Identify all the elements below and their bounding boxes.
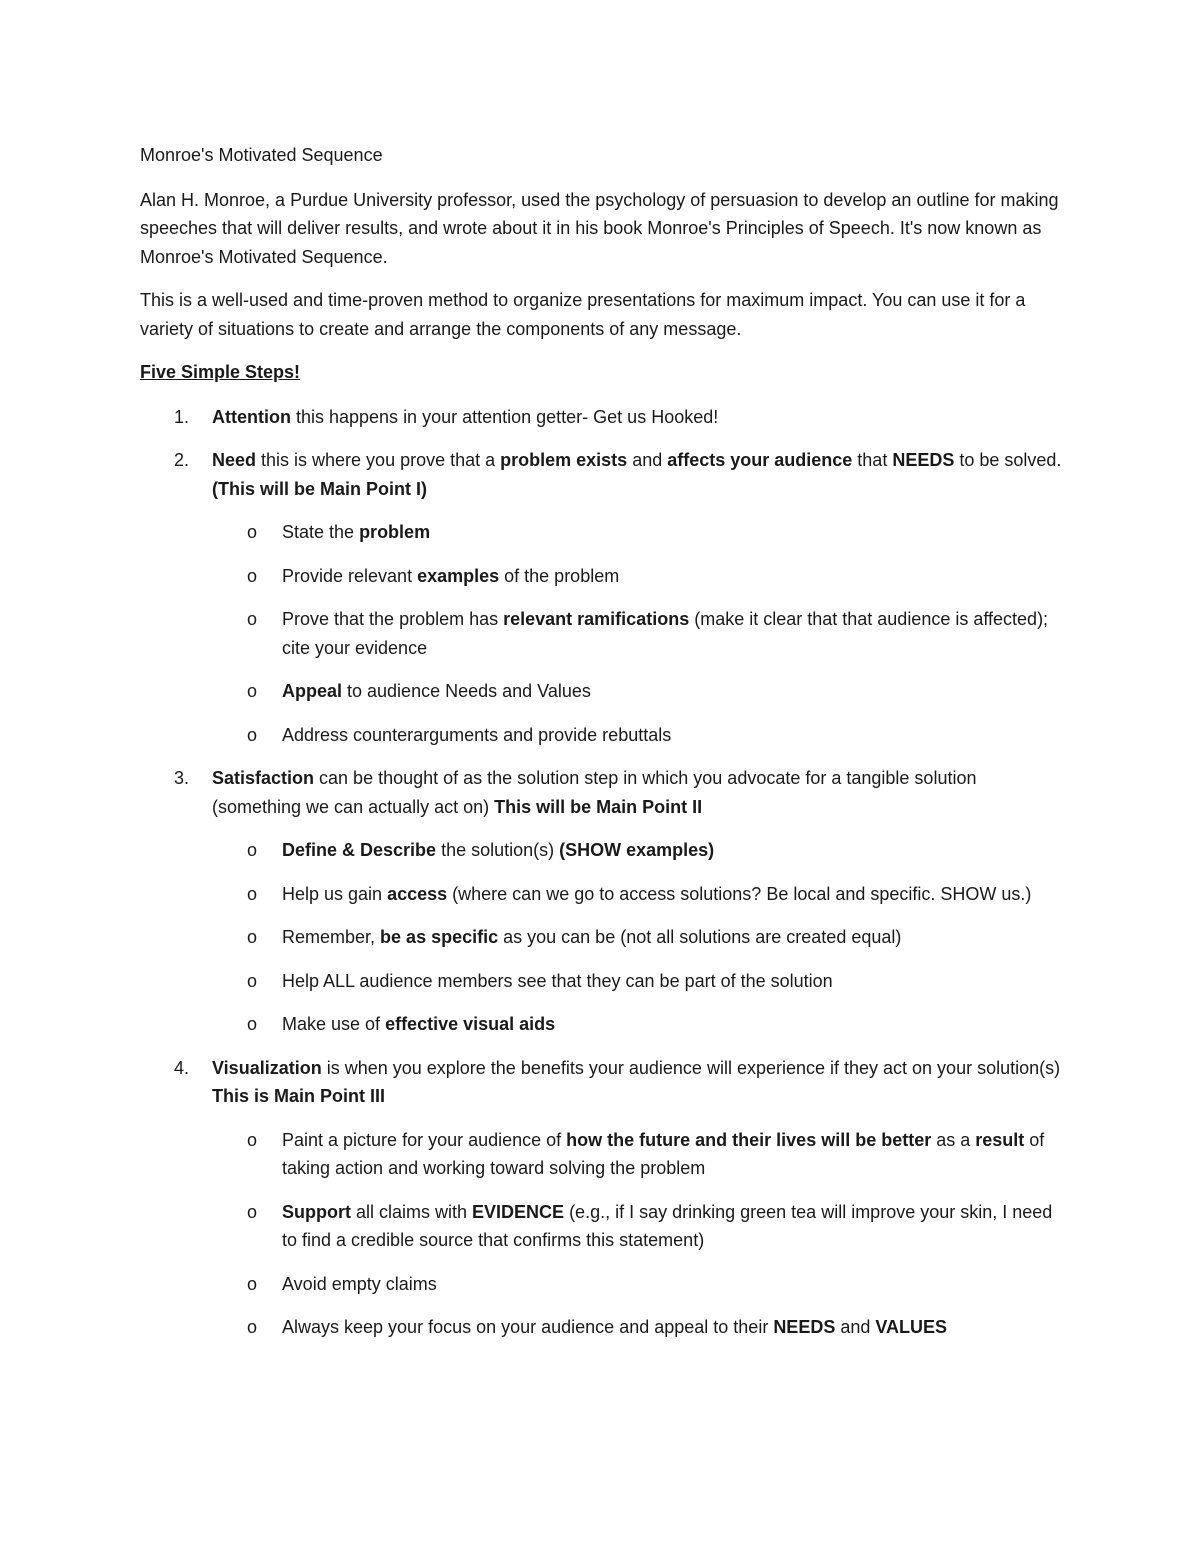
bold-text-run: NEEDS — [773, 1317, 836, 1337]
list-item-step-4 — [140, 1054, 1070, 1111]
sub-bullet-item — [140, 677, 1070, 706]
bullet-icon: o — [247, 1129, 258, 1150]
list-number: 4. — [174, 1057, 190, 1078]
text-run: (e.g., if I say drinking green tea will improve your skin, I need to find a credible source that confirms this statement) — [282, 1201, 1053, 1250]
bullet-icon: o — [247, 1317, 258, 1337]
bold-text-run: access — [387, 883, 448, 904]
list-number: 2. — [174, 450, 190, 470]
sub-bullet-item — [140, 1126, 1070, 1183]
text-run: Help us gain — [282, 883, 388, 904]
bold-text-run: relevant ramifications — [503, 609, 690, 629]
text-run: and — [627, 450, 668, 470]
bold-text-run: NEEDS — [892, 450, 955, 470]
sub-bullet-item — [140, 605, 1070, 662]
text-run: Address counterarguments and provide rebuttals — [282, 724, 672, 745]
text-run: this is where you prove that a — [256, 450, 501, 470]
text-run: (where can we go to access solutions? Be local and specific. SHOW us.) — [447, 883, 1032, 904]
sub-bullet-item — [140, 923, 1070, 952]
intro-paragraph-1: Alan H. Monroe, a Purdue University professor, used the psychology of persuasion to develop an outline for making speeches that will deliver results, and wrote about it in his book Monroe's Principles of Speech. It's now known as Monroe's Motivated Sequence. — [140, 189, 1059, 267]
sub-bullet-item — [140, 721, 1070, 750]
section-heading: Five Simple Steps! — [140, 362, 301, 382]
sub-bullet-item — [140, 518, 1070, 547]
sub-bullet-item — [140, 836, 1070, 865]
text-run: Paint a picture for your audience of — [282, 1129, 567, 1150]
text-run: to be solved. — [954, 450, 1062, 470]
text-run: this happens in your attention getter- Get us Hooked! — [290, 406, 719, 427]
text-run: of the problem — [499, 565, 620, 586]
bullet-icon: o — [247, 1201, 258, 1222]
intro-paragraph-2: This is a well-used and time-proven method to organize presentations for maximum impact. You can use it for a variety of situations to create and arrange the components of any message. — [140, 290, 1026, 339]
bold-text-run: EVIDENCE — [472, 1201, 565, 1222]
bold-text-run: Attention — [212, 406, 291, 427]
bold-text-run: Support — [282, 1201, 351, 1222]
document-content — [140, 141, 1070, 1357]
bold-text-run: VALUES — [875, 1317, 948, 1337]
bold-text-run: effective visual aids — [385, 1014, 556, 1034]
bullet-icon: o — [247, 970, 258, 991]
bullet-icon: o — [247, 522, 258, 542]
bold-text-run: Appeal — [282, 681, 343, 701]
text-run: as you can be (not all solutions are created equal) — [498, 927, 902, 947]
sub-bullet-item — [140, 1313, 1070, 1342]
bold-text-run: Visualization — [212, 1057, 322, 1078]
bold-text-run: examples — [417, 565, 500, 586]
bold-text-run: (SHOW examples) — [559, 840, 715, 860]
text-run: of taking action and working toward solving the problem — [282, 1129, 1045, 1178]
bold-text-run: Need — [212, 450, 257, 470]
bullet-icon: o — [247, 883, 258, 904]
text-run: Provide relevant — [282, 565, 418, 586]
text-run: Help ALL audience members see that they can be part of the solution — [282, 970, 833, 991]
bullet-icon: o — [247, 1273, 258, 1294]
sub-bullet-item — [140, 1010, 1070, 1039]
text-run: Prove that the problem has — [282, 609, 504, 629]
text-run: all claims with — [351, 1201, 473, 1222]
text-run: Always keep your focus on your audience and appeal to their — [282, 1317, 774, 1337]
list-item-step-2 — [140, 446, 1070, 503]
text-run: Avoid empty claims — [282, 1273, 437, 1294]
bold-text-run: This will be Main Point II — [494, 796, 703, 817]
document-title: Monroe's Motivated Sequence — [140, 145, 383, 165]
bullet-icon: o — [247, 609, 258, 629]
bullet-icon: o — [247, 840, 258, 860]
sub-bullet-item — [140, 880, 1070, 909]
bold-text-run: problem — [359, 522, 431, 542]
text-run: as a — [931, 1129, 976, 1150]
text-run: Remember, — [282, 927, 381, 947]
sub-bullet-item — [140, 1270, 1070, 1299]
text-run: that — [852, 450, 893, 470]
text-run: (make it clear that that audience is affected); cite your evidence — [282, 609, 1049, 658]
list-item-step-1 — [140, 403, 1070, 432]
bold-text-run: (This will be Main Point I) — [212, 478, 427, 499]
steps-list — [140, 403, 1070, 1342]
list-number: 1. — [174, 406, 190, 427]
bold-text-run: problem exists — [500, 450, 628, 470]
text-run: State the — [282, 522, 360, 542]
bullet-icon: o — [247, 565, 258, 586]
bullet-icon: o — [247, 927, 258, 947]
sub-bullet-item — [140, 562, 1070, 591]
sub-bullet-item — [140, 1198, 1070, 1255]
bold-text-run: be as specific — [380, 927, 499, 947]
text-run: the solution(s) — [436, 840, 560, 860]
bold-text-run: Satisfaction — [212, 768, 315, 788]
bullet-icon: o — [247, 724, 258, 745]
bullet-icon: o — [247, 1014, 258, 1034]
bold-text-run: This is Main Point III — [212, 1086, 386, 1106]
bullet-icon: o — [247, 681, 258, 701]
bold-text-run: affects your audience — [667, 450, 853, 470]
list-number: 3. — [174, 768, 190, 788]
text-run: to audience Needs and Values — [342, 681, 591, 701]
text-run: can be thought of as the solution step in which you advocate for a tangible solution (something we can actually act on) — [212, 768, 977, 817]
bold-text-run: Define & Describe — [282, 840, 437, 860]
list-item-step-3 — [140, 764, 1070, 821]
text-run: and — [835, 1317, 876, 1337]
text-run: Make use of — [282, 1014, 386, 1034]
sub-bullet-item — [140, 967, 1070, 996]
text-run: is when you explore the benefits your audience will experience if they act on your solution(s) — [321, 1057, 1061, 1078]
bold-text-run: result — [975, 1129, 1025, 1150]
bold-text-run: how the future and their lives will be better — [566, 1129, 932, 1150]
